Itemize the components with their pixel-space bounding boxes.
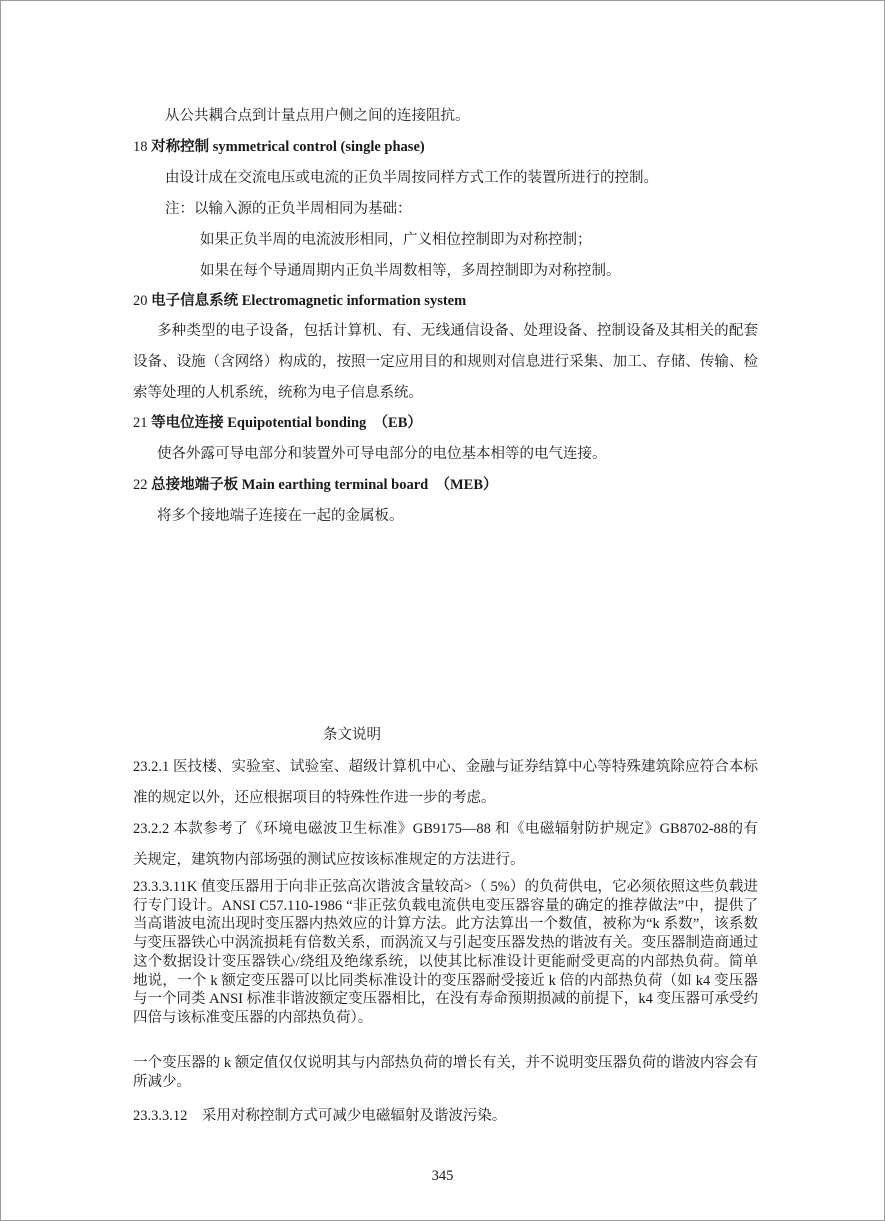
term-title: 对称控制 symmetrical control (single phase) — [151, 139, 425, 155]
term-20-definition-text: 多种类型的电子设备，包括计算机、有、无线通信设备、处理设备、控制设备及其相关的配套设备、设施（含网络）构成的，按照一定应用目的和规则对信息进行采集、加工、存储、传输、检索等处理的人机系统，统称为电子信息系统。 — [133, 323, 758, 401]
term-18-note-item-b: 如果在每个导通周期内正负半周数相等，多周控制即为对称控制。 — [200, 263, 621, 279]
explanation-heading: 条文说明 — [323, 727, 381, 743]
explanation-k-rating-text: 一个变压器的 k 额定值仅仅说明其与内部热负荷的增长有关，并不说明变压器负荷的谐波内容会有所减少。 — [133, 1055, 758, 1090]
term-18-note: 注：以输入源的正负半周相同为基础： — [165, 201, 412, 217]
term-number: 21 — [133, 415, 148, 431]
term-18-note-item-a: 如果正负半周的电流波形相同，广义相位控制即为对称控制； — [200, 232, 592, 248]
explanation-23-2-1-text: 23.2.1 医技楼、实验室、试验室、超级计算机中心、金融与证券结算中心等特殊建筑除应符合本标准的规定以外，还应根据项目的特殊性作进一步的考虑。 — [133, 759, 758, 806]
explanation-23-3-3-11-text: 23.3.3.11K 值变压器用于向非正弦高次谐波含量较高>（ 5%）的负荷供电，它必须依照这些负载进行专门设计。ANSI C57.110-1986 “非正弦负载电流供电变压器容量的确定的推荐做法”中，提供了当高谐波电流出现时变压器内热效应的计算方法。此方法算出一个数值，被称为“k 系数”，该系数与变压器铁心中涡流损耗有倍数关系，而涡流又与引起变压器发热的谐波有关。变压器制造商通过这个数据设计变压器铁心/绕组及绝缘系统，以使其比标准设计更能耐受更高的内部热负荷。简单地说，一个 k 额定变压器可以比同类标准设计的变压器耐受接近 k 倍的内部热负荷（如 k4 变压器与一个同类 ANSI 标准非谐波额定变压器相比，在没有寿命预期损减的前提下，k4 变压器可承受约四倍与该标准变压器的内部热负荷）。 — [133, 879, 758, 1026]
term-number: 18 — [133, 139, 148, 155]
term-18-heading — [133, 137, 425, 157]
term-20-definition — [133, 316, 758, 409]
page-number: 345 — [431, 1168, 454, 1184]
term-21-heading — [133, 413, 422, 433]
explanation-23-2-2 — [133, 814, 758, 876]
term-title: 等电位连接 Equipotential bonding （EB） — [151, 415, 422, 431]
impedance-definition: 从公共耦合点到计量点用户侧之间的连接阻抗。 — [165, 108, 470, 124]
explanation-23-3-3-11 — [133, 878, 758, 1028]
term-number: 22 — [133, 477, 148, 493]
term-title: 总接地端子板 Main earthing terminal board （MEB） — [151, 477, 498, 493]
term-22-heading — [133, 475, 498, 495]
term-20-heading — [133, 291, 466, 311]
term-18-definition: 由设计成在交流电压或电流的正负半周按同样方式工作的装置所进行的控制。 — [165, 170, 658, 186]
term-number: 20 — [133, 293, 148, 309]
explanation-23-2-2-text: 23.2.2 本款参考了《环境电磁波卫生标准》GB9175—88 和《电磁辐射防护规定》GB8702-88的有关规定，建筑物内部场强的测试应按该标准规定的方法进行。 — [133, 821, 758, 868]
explanation-23-2-1 — [133, 752, 758, 814]
explanation-k-rating — [133, 1054, 758, 1091]
term-title: 电子信息系统 Electromagnetic information system — [151, 293, 467, 309]
term-22-definition: 将多个接地端子连接在一起的金属板。 — [157, 508, 404, 524]
term-21-definition: 使各外露可导电部分和装置外可导电部分的电位基本相等的电气连接。 — [157, 446, 607, 462]
explanation-23-3-3-12: 23.3.3.12 采用对称控制方式可减少电磁辐射及谐波污染。 — [133, 1108, 507, 1124]
